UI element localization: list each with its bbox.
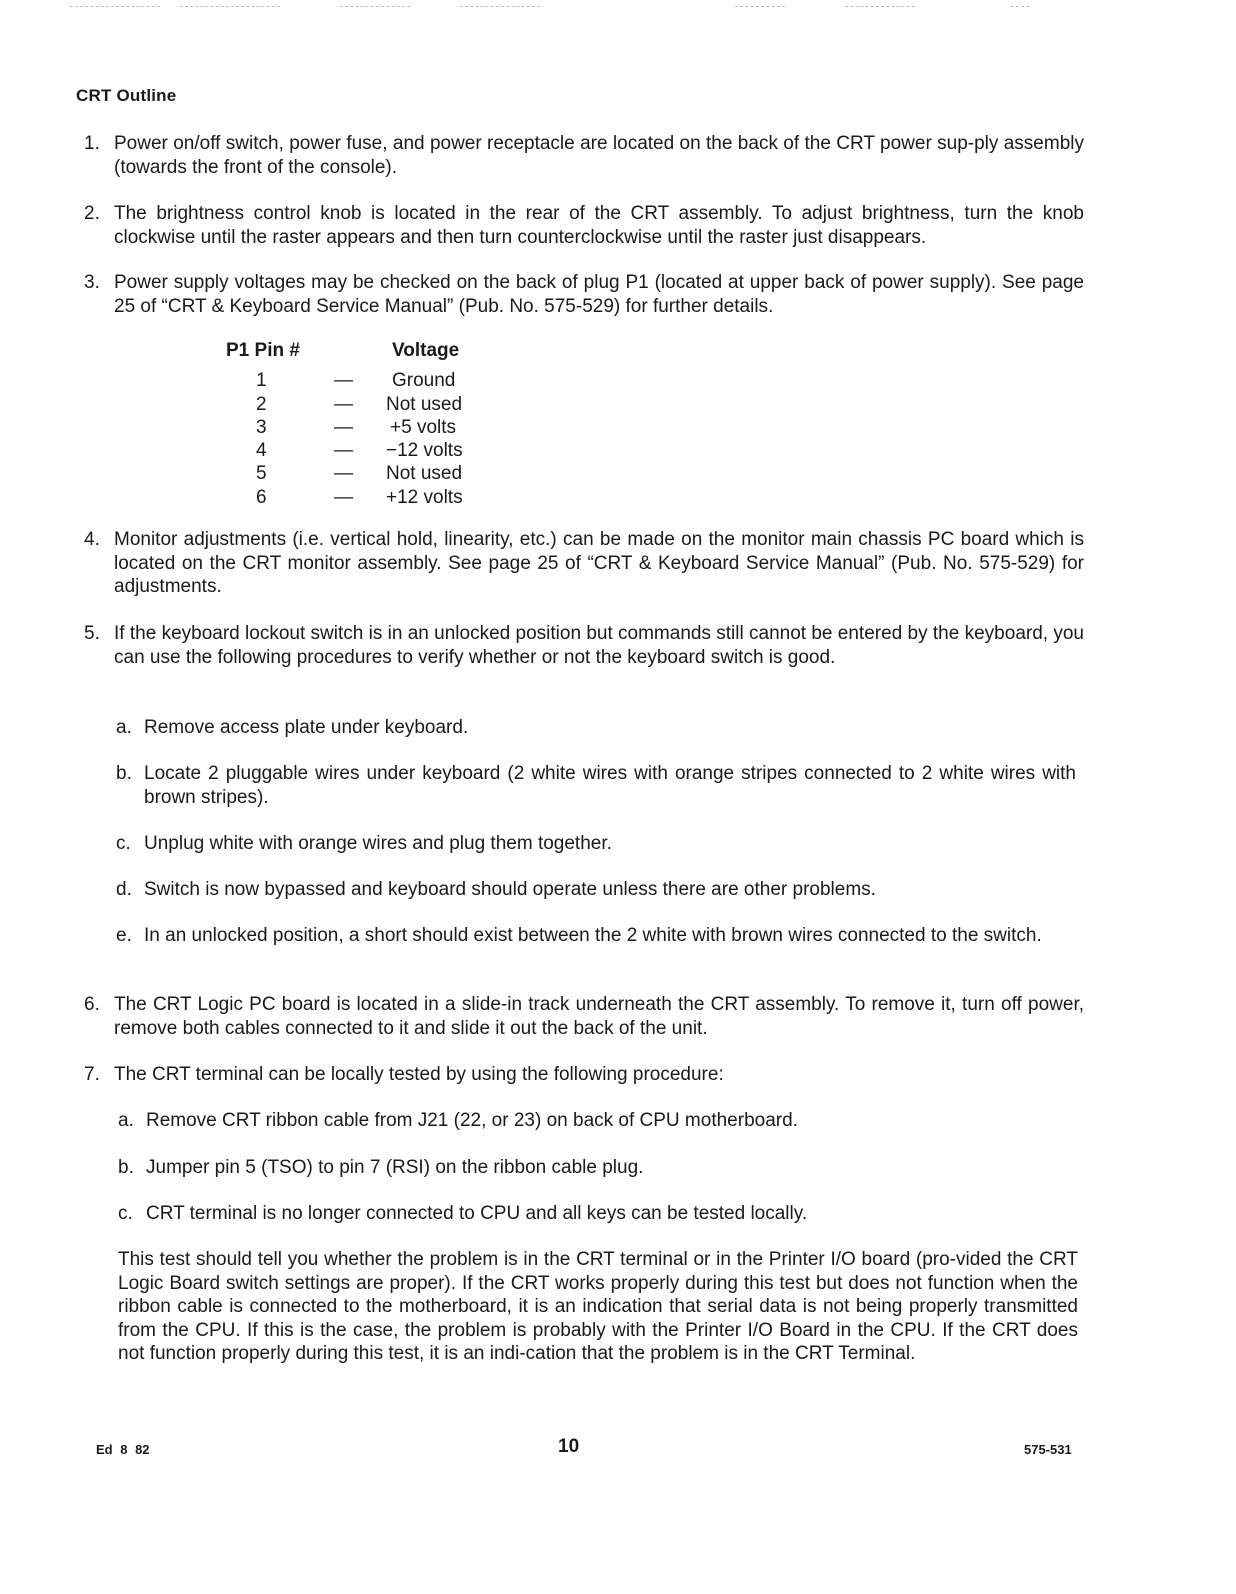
- page-number: 10: [558, 1436, 580, 1457]
- table-row: [226, 440, 486, 464]
- list-item-number: 7.: [84, 1064, 100, 1085]
- sub-step-letter: d.: [116, 879, 132, 900]
- dash: —: [334, 417, 353, 438]
- sub-step-letter: b.: [118, 1157, 134, 1178]
- voltage-value: Not used: [386, 394, 463, 415]
- sub-step-letter: a.: [116, 717, 132, 738]
- list-item-number: 3.: [84, 272, 100, 293]
- footer-doc-number: 575-531: [1024, 1442, 1072, 1457]
- sub-step-letter: b.: [116, 763, 132, 784]
- sub-step: [116, 924, 1076, 948]
- voltage-value: −12 volts: [386, 440, 463, 461]
- table-row: [226, 394, 486, 418]
- dash: —: [334, 394, 353, 415]
- closing-paragraph: This test should tell you whether the problem is in the CRT terminal or in the Printer I/O board (pro-vided the CRT Logic Board switch settings are proper). If the CRT works properly during this test but does not function when the ribbon cable is connected to the motherboard, it is an indication that serial data is not being properly transmitted from the CPU. If this is the case, the problem is probably with the Printer I/O Board in the CPU. If the CRT does not function properly during this test, it is an indi-cation that the problem is in the CRT Terminal.: [118, 1249, 1078, 1364]
- dash: —: [334, 370, 353, 391]
- sub-step: [116, 716, 1076, 740]
- table-row: [226, 463, 486, 487]
- list-item-text: The CRT Logic PC board is located in a slide-in track underneath the CRT assembly. To remove it, turn off power, remove both cables connected to it and slide it out the back of the unit.: [114, 994, 1084, 1039]
- sub-step-letter: c.: [118, 1203, 133, 1224]
- scan-rule: [70, 6, 160, 8]
- list-item-number: 5.: [84, 623, 100, 644]
- sub-step-letter: c.: [116, 833, 131, 854]
- pin-number: 6: [256, 487, 267, 508]
- voltage-value: +5 volts: [390, 417, 457, 438]
- table-row: [226, 417, 486, 441]
- scan-rule: [180, 6, 280, 8]
- pin-column-header: P1 Pin #: [226, 340, 300, 361]
- sub-step: [118, 1156, 1078, 1180]
- table-row: [226, 487, 486, 511]
- page-heading: CRT Outline: [76, 86, 177, 105]
- dash: —: [334, 487, 353, 508]
- sub-step: [118, 1109, 1078, 1133]
- sub-step-letter: e.: [116, 925, 132, 946]
- footer-edition: Ed 8 82: [96, 1442, 150, 1457]
- sub-step-letter: a.: [118, 1110, 134, 1131]
- list-item: [84, 622, 1084, 669]
- sub-step-text: Locate 2 pluggable wires under keyboard (2 white wires with orange stripes connected to 2 white wires with brown stripes).: [144, 763, 1076, 808]
- scan-rule: [735, 6, 785, 8]
- dash: —: [334, 440, 353, 461]
- sub-step-text: Unplug white with orange wires and plug them together.: [144, 833, 612, 854]
- sub-step: [118, 1202, 1078, 1226]
- scan-rule: [845, 6, 915, 8]
- scan-rule: [1010, 6, 1030, 8]
- sub-step-text: Jumper pin 5 (TSO) to pin 7 (RSI) on the ribbon cable plug.: [146, 1157, 644, 1178]
- pin-number: 2: [256, 394, 267, 415]
- list-item-number: 2.: [84, 203, 100, 224]
- sub-step: [116, 762, 1076, 809]
- sub-step: [116, 878, 1076, 902]
- sub-step-text: Remove CRT ribbon cable from J21 (22, or 23) on back of CPU motherboard.: [146, 1110, 798, 1131]
- list-item-number: 1.: [84, 133, 100, 154]
- list-item-text: The brightness control knob is located in the rear of the CRT assembly. To adjust brightness, turn the knob clockwise until the raster appears and then turn counterclockwise until the raster just disappears.: [114, 203, 1084, 248]
- list-item: [84, 202, 1084, 249]
- table-row: [226, 370, 486, 394]
- sub-step-text: CRT terminal is no longer connected to CPU and all keys can be tested locally.: [146, 1203, 808, 1224]
- dash: —: [334, 463, 353, 484]
- list-item-text: Power on/off switch, power fuse, and power receptacle are located on the back of the CRT power sup-ply assembly (towards the front of the console).: [114, 133, 1084, 178]
- sub-step: [116, 832, 1076, 856]
- list-item: [84, 1063, 1084, 1087]
- list-item-text: Power supply voltages may be checked on the back of plug P1 (located at upper back of power supply). See page 25 of “CRT & Keyboard Service Manual” (Pub. No. 575-529) for further details.: [114, 272, 1084, 317]
- list-item-text: If the keyboard lockout switch is in an unlocked position but commands still cannot be entered by the keyboard, you can use the following procedures to verify whether or not the keyboard switch is good.: [114, 623, 1084, 668]
- voltage-column-header: Voltage: [392, 340, 460, 361]
- sub-step-text: Switch is now bypassed and keyboard should operate unless there are other problems.: [144, 879, 876, 900]
- scan-rule: [340, 6, 410, 8]
- list-item-text: Monitor adjustments (i.e. vertical hold, linearity, etc.) can be made on the monitor main chassis PC board which is located on the CRT monitor assembly. See page 25 of “CRT & Keyboard Service Manual” (Pub. No. 575-529) for adjustments.: [114, 529, 1084, 597]
- sub-step-text: In an unlocked position, a short should exist between the 2 white with brown wires connected to the switch.: [144, 925, 1042, 946]
- voltage-value: +12 volts: [386, 487, 463, 508]
- sub-step-text: Remove access plate under keyboard.: [144, 717, 469, 738]
- voltage-value: Ground: [392, 370, 456, 391]
- voltage-value: Not used: [386, 463, 463, 484]
- list-item: [84, 132, 1084, 179]
- pin-number: 4: [256, 440, 267, 461]
- list-item-text: The CRT terminal can be locally tested by using the following procedure:: [114, 1064, 724, 1085]
- list-item-number: 6.: [84, 994, 100, 1015]
- pin-number: 3: [256, 417, 267, 438]
- pin-number: 1: [256, 370, 267, 391]
- pin-number: 5: [256, 463, 267, 484]
- list-item: [84, 993, 1084, 1040]
- scan-rule: [460, 6, 540, 8]
- list-item: [84, 271, 1084, 318]
- list-item: [84, 528, 1084, 599]
- list-item-number: 4.: [84, 529, 100, 550]
